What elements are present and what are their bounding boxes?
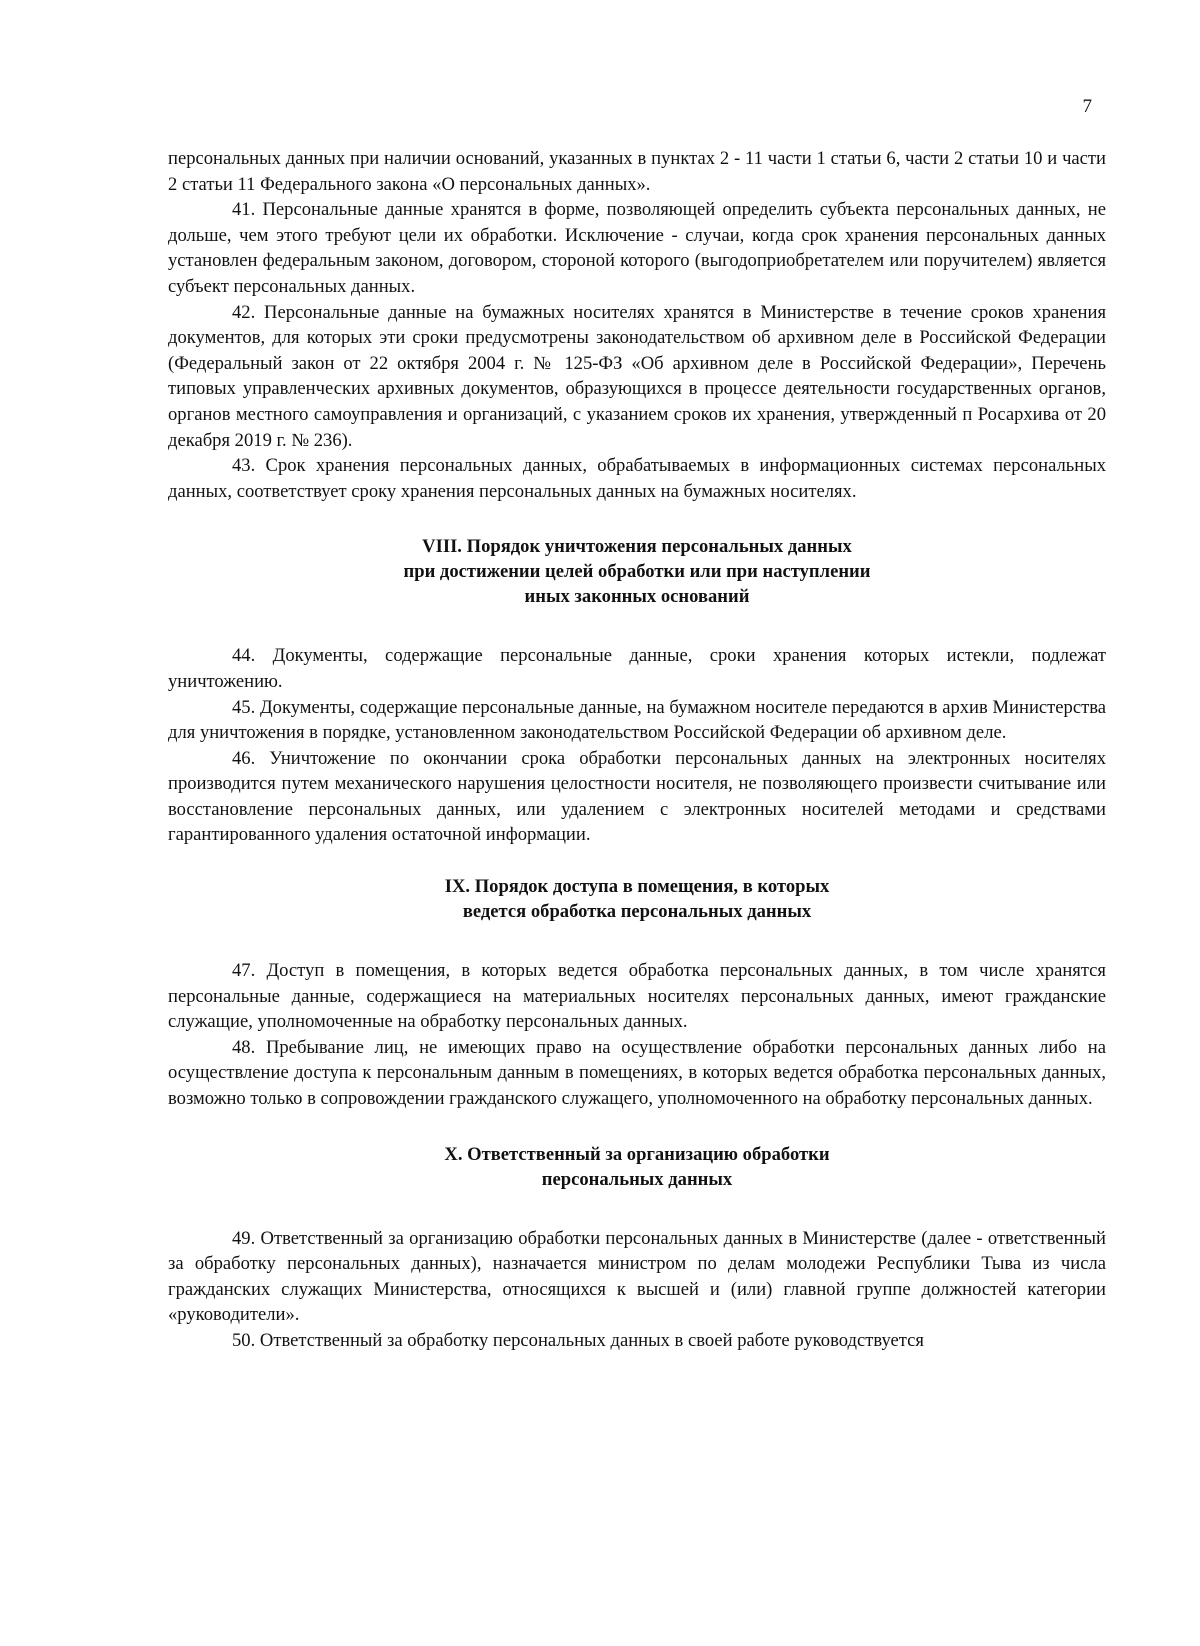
page-number: 7 — [1082, 96, 1092, 117]
paragraph-46: 46. Уничтожение по окончании срока обработки персональных данных на электронных носителях производится путем механического нарушения целостности носителя, не позволяющего произвести считывание или восстановление персональных данных, или удалением с электронных носителей методами и средствами гарантированного удаления остаточной информации. — [168, 747, 1106, 846]
paragraph-42: 42. Персональные данные на бумажных носителях хранятся в Министерстве в течение сроков хранения документов, для которых эти сроки предусмотрены законодательством об архивном деле в Российской Федерации (Федеральный закон от 22 октября 2004 г. № 125-ФЗ «Об архивном деле в Российской Федерации», Перечень типовых управленческих архивных документов, образующихся в процессе деятельности государственных органов, органов местного самоуправления и организаций, с указанием сроков их хранения, утвержденный п Росархива от 20 декабря 2019 г. № 236). — [168, 301, 1106, 451]
paragraph-41: 41. Персональные данные хранятся в форме, позволяющей определить субъекта персональных данных, не дольше, чем этого требуют цели их обработки. Исключение - случаи, когда срок хранения персональных данных установлен федеральным законом, договором, стороной которого (выгодоприобретателем или поручителем) является субъект персональных данных. — [168, 199, 1106, 297]
paragraph-47: 47. Доступ в помещения, в которых ведется обработка персональных данных, в том числе хранятся персональные данные, содержащиеся на материальных носителях персональных данных, имеют гражданские служащие, уполномоченные на обработку персональных данных. — [168, 960, 1106, 1033]
heading-line: ведется обработка персональных данных — [462, 901, 812, 923]
paragraph-48: 48. Пребывание лиц, не имеющих право на осуществление обработки персональных данных либо на осуществление доступа к персональным данным в помещениях, в которых ведется обработка персональных данных, возможно только в сопровождении гражданского служащего, уполномоченного на обработку персональных данных. — [168, 1036, 1106, 1110]
paragraph-continuation: персональных данных при наличии оснований, указанных в пунктах 2 - 11 части 1 статьи 6, части 2 статьи 10 и части 2 статьи 11 Федерального закона «О персональных данных». — [168, 148, 1106, 195]
heading-line: X. Ответственный за организацию обработки — [444, 1143, 830, 1165]
paragraph-45: 45. Документы, содержащие персональные данные, на бумажном носителе передаются в архив Министерства для уничтожения в порядке, установленном законодательством Российской Федерации об архивном деле. — [168, 696, 1106, 744]
paragraph-44: 44. Документы, содержащие персональные данные, сроки хранения которых истекли, подлежат уничтожению. — [168, 645, 1106, 692]
document-body — [168, 146, 1106, 1354]
paragraph-50: 50. Ответственный за обработку персональных данных в своей работе руководствуется — [232, 1330, 924, 1351]
heading-line: персональных данных — [541, 1168, 733, 1190]
heading-line: IX. Порядок доступа в помещения, в которых — [444, 876, 830, 898]
paragraph-43: 43. Срок хранения персональных данных, обрабатываемых в информационных системах персональных данных, соответствует сроку хранения персональных данных на бумажных носителях. — [168, 455, 1106, 502]
heading-line: VIII. Порядок уничтожения персональных данных — [422, 536, 852, 558]
section-heading-x — [168, 1142, 1106, 1192]
section-heading-viii — [168, 534, 1106, 609]
heading-line: при достижении целей обработки или при наступлении — [403, 561, 871, 583]
paragraph-49: 49. Ответственный за организацию обработки персональных данных в Министерстве (далее - ответственный за обработку персональных данных), назначается министром по делам молодежи Республики Тыва из числа гражданских служащих Министерства, относящихся к высшей и (или) главной группе должностей категории «руководители». — [168, 1227, 1106, 1326]
heading-line: иных законных оснований — [524, 586, 750, 608]
section-heading-ix — [168, 874, 1106, 924]
